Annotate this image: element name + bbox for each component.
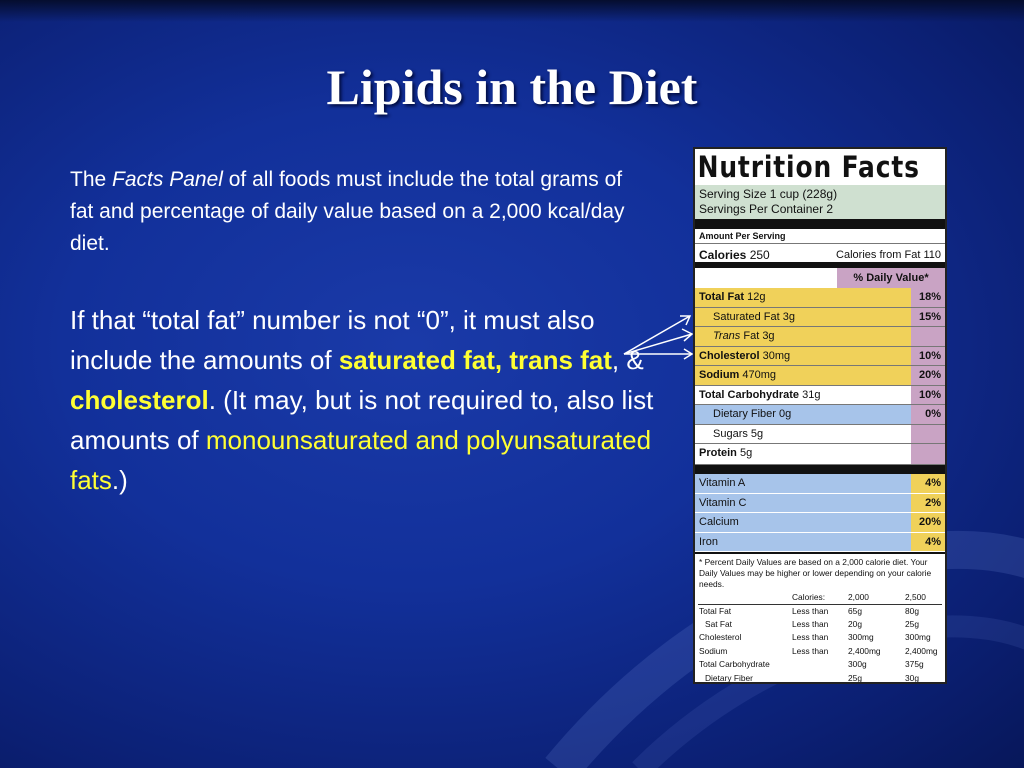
iron-label: Iron — [699, 535, 718, 548]
table-cell: Less than — [792, 618, 829, 629]
table-row — [698, 672, 942, 685]
table-row — [698, 631, 942, 644]
fiber-pct: 0% — [911, 405, 945, 424]
sat-fat-pct: 15% — [911, 308, 945, 327]
row-protein — [695, 444, 945, 465]
table-cell: Dietary Fiber — [705, 672, 753, 683]
intro-emphasis: Facts Panel — [112, 168, 223, 191]
highlight-cholesterol: cholesterol — [70, 385, 209, 415]
table-row — [698, 618, 942, 631]
table-header-cell: Calories: — [792, 592, 826, 603]
table-cell: Less than — [792, 605, 829, 616]
protein-label: Protein — [699, 447, 737, 459]
sugars-label: Sugars 5g — [713, 427, 764, 440]
row-vitamin-a — [695, 474, 945, 494]
table-cell: 65g — [848, 605, 862, 616]
protein-amount: 5g — [739, 447, 753, 459]
divider-vitamins — [695, 465, 945, 474]
serving-size: Serving Size 1 cup (228g) — [699, 187, 838, 201]
table-cell: Cholesterol — [699, 632, 742, 643]
cholesterol-pct: 10% — [911, 347, 945, 366]
row-cholesterol — [695, 347, 945, 367]
main-amp: , & — [611, 345, 644, 375]
table-cell: 375g — [905, 659, 924, 670]
intro-suffix: of all foods must include the total grams of fat and percentage of daily value based on a 2,000 kcal/day diet. — [70, 168, 625, 255]
row-sugars — [695, 425, 945, 445]
main-paragraph — [70, 300, 680, 500]
daily-value-header — [695, 268, 945, 288]
row-vitamin-c — [695, 494, 945, 514]
sodium-label: Sodium — [699, 369, 740, 381]
table-cell: Sat Fat — [705, 618, 732, 629]
divider-thick — [695, 219, 945, 229]
row-trans-fat — [695, 327, 945, 347]
table-cell: 25g — [848, 672, 862, 683]
top-band — [0, 0, 1024, 22]
table-row — [698, 605, 942, 618]
table-cell: 300mg — [848, 632, 874, 643]
table-cell: 25g — [905, 618, 919, 629]
row-saturated-fat — [695, 308, 945, 328]
main-text-2: . (It may, but is not required to, also list amounts of — [70, 385, 654, 455]
vitamin-c-pct: 2% — [911, 494, 945, 513]
calories-row — [695, 244, 945, 268]
table-cell: Less than — [792, 632, 829, 643]
servings-per-container: Servings Per Container 2 — [699, 202, 834, 216]
table-cell: Total Carbohydrate — [699, 659, 770, 670]
slide-title: Lipids in the Diet — [326, 59, 698, 115]
highlight-sat-trans: saturated fat, trans fat — [338, 345, 612, 375]
fiber-label: Dietary Fiber 0g — [713, 408, 792, 420]
calcium-pct: 20% — [911, 513, 945, 532]
table-row — [698, 658, 942, 671]
table-row — [698, 645, 942, 658]
vitamin-a-label: Vitamin A — [699, 477, 746, 489]
row-total-fat — [695, 288, 945, 308]
table-cell: Sodium — [699, 645, 728, 656]
table-cell: 2,400mg — [905, 645, 938, 656]
intro-prefix: The — [70, 168, 113, 191]
table-cell: 300mg — [905, 632, 931, 643]
carb-amount: 31g — [802, 388, 821, 401]
sat-fat-label: Saturated Fat 3g — [713, 310, 795, 323]
vitamin-a-pct: 4% — [911, 474, 945, 493]
calcium-label: Calcium — [699, 516, 739, 529]
cholesterol-amount: 30mg — [762, 349, 791, 362]
amount-per-serving: Amount Per Serving — [695, 229, 945, 244]
carb-pct: 10% — [911, 386, 945, 405]
highlight-mono-poly: monounsaturated and polyunsaturated fats — [70, 425, 652, 495]
table-header-cell: 2,000 — [848, 592, 869, 603]
total-fat-amount: 12g — [747, 291, 766, 303]
trans-fat-pct — [911, 327, 945, 346]
table-header-row — [698, 591, 942, 604]
calories-label: Calories — [699, 248, 747, 262]
vitamin-c-label: Vitamin C — [699, 496, 747, 509]
total-fat-pct: 18% — [911, 288, 945, 307]
trans-label-rest: Fat 3g — [740, 330, 775, 342]
label-title: Nutrition Facts — [697, 150, 920, 184]
main-text-3: .) — [111, 465, 128, 495]
dv-header-label: % Daily Value* — [837, 268, 945, 288]
carb-label: Total Carbohydrate — [699, 388, 800, 401]
main-text-1: If that “total fat” number is not “0”, it must also include the amounts of — [70, 305, 595, 375]
iron-pct: 4% — [911, 533, 945, 552]
table-header-cell: 2,500 — [905, 592, 926, 603]
intro-paragraph — [70, 164, 630, 260]
row-calcium — [695, 513, 945, 533]
total-fat-label: Total Fat — [699, 291, 745, 303]
calories-from-fat: Calories from Fat 110 — [836, 249, 941, 261]
sodium-amount: 470mg — [742, 369, 777, 381]
row-total-carb — [695, 386, 945, 406]
row-iron — [695, 533, 945, 553]
table-cell: Total Fat — [699, 605, 732, 616]
row-sodium — [695, 366, 945, 386]
serving-info — [695, 185, 945, 219]
nutrition-facts-label — [693, 147, 947, 684]
row-dietary-fiber — [695, 405, 945, 425]
footnote: * Percent Daily Values are based on a 2,000 calorie diet. Your Daily Values may be higher or lower depending on your calorie needs. — [695, 552, 945, 591]
table-cell: Less than — [792, 645, 829, 656]
table-cell: 20g — [848, 618, 862, 629]
table-cell: 30g — [905, 672, 919, 683]
dv-reference-table — [695, 591, 945, 684]
sugars-pct — [911, 425, 945, 444]
sodium-pct: 20% — [911, 366, 945, 385]
cholesterol-label: Cholesterol — [699, 349, 760, 362]
table-cell: 300g — [848, 659, 867, 670]
trans-label-italic: Trans — [713, 330, 741, 342]
table-cell: 2,400mg — [848, 645, 881, 656]
calories-value: 250 — [749, 248, 770, 262]
table-cell: 80g — [905, 605, 919, 616]
protein-pct — [911, 444, 945, 464]
